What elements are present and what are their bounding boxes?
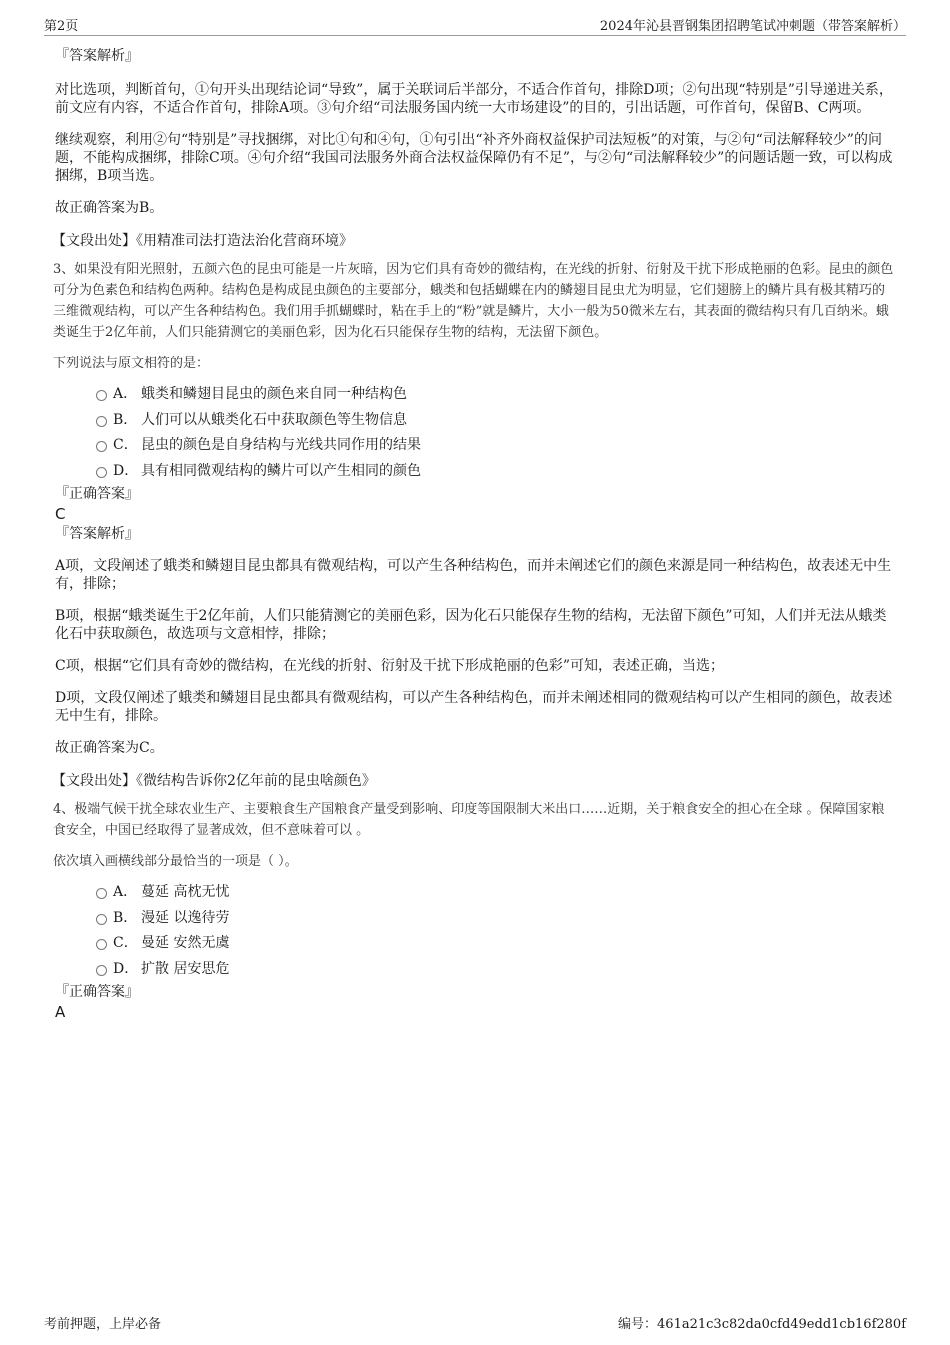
radio-icon[interactable] bbox=[96, 965, 107, 976]
q3-analysis-label: 『答案解析』 bbox=[55, 526, 139, 542]
q2-analysis-label: 『答案解析』 bbox=[55, 48, 139, 64]
q3-source: 【文段出处】《微结构告诉你2亿年前的昆虫啥颜色》 bbox=[52, 773, 376, 789]
q3-stem: 3、如果没有阳光照射，五颜六色的昆虫可能是一片灰暗，因为它们具有奇妙的微结构，在光线的折射、衍射及干扰下形成艳丽的色彩。昆虫的颜色可分为色素色和结构色两种。结构色是构成昆虫颜色的主要部分，蛾类和包括蝴蝶在内的鳞翅目昆虫尤为明显，它们翅膀上的鳞片具有极其精巧的三维微观结构，可以产生各种结构色。我们用手抓蝴蝶时，粘在手上的“粉”就是鳞片，大小一般为50微米左右，其表面的微结构只有几百纳米。蛾类诞生于2亿年前，人们只能猜测它的美丽色彩，因为化石只能保存生物的结构，无法留下颜色。 bbox=[53, 262, 894, 340]
document-title: 2024年沁县晋钢集团招聘笔试冲刺题（带答案解析） bbox=[599, 19, 906, 34]
q3-analysis-paragraph: A项，文段阐述了蛾类和鳞翅目昆虫都具有微观结构，可以产生各种结构色，而并未阐述它们的颜色来源是同一种结构色，故表述无中生有，排除； bbox=[55, 558, 892, 592]
q3-option-d[interactable]: D． 具有相同微观结构的鳞片可以产生相同的颜色 bbox=[55, 459, 895, 485]
footer-slogan: 考前押题，上岸必备 bbox=[44, 1317, 162, 1332]
radio-icon[interactable] bbox=[96, 914, 107, 925]
q4-answer: A bbox=[55, 1003, 66, 1021]
radio-icon[interactable] bbox=[96, 390, 107, 401]
document-id: 编号：461a21c3c82da0cfd49edd1cb16f280f bbox=[618, 1317, 906, 1332]
radio-icon[interactable] bbox=[96, 416, 107, 427]
page-header bbox=[44, 15, 906, 36]
q3-option-a[interactable]: A． 蛾类和鳞翅目昆虫的颜色来自同一种结构色 bbox=[55, 382, 895, 408]
q3-analysis-paragraph: D项，文段仅阐述了蛾类和鳞翅目昆虫都具有微观结构，可以产生各种结构色，而并未阐述相同的微观结构可以产生相同的颜色，故表述无中生有，排除。 bbox=[55, 690, 893, 724]
q3-answer: C bbox=[55, 505, 66, 523]
radio-icon[interactable] bbox=[96, 888, 107, 899]
q4-options bbox=[55, 880, 895, 982]
radio-icon[interactable] bbox=[96, 467, 107, 478]
q4-stem: 4、极端气候干扰全球农业生产、主要粮食生产国粮食产量受到影响、印度等国限制大米出口……近期，关于粮食安全的担心在全球 。保障国家粮食安全，中国已经取得了显著成效，但不意味着可以 。 bbox=[53, 802, 885, 838]
radio-icon[interactable] bbox=[96, 441, 107, 452]
q3-option-c[interactable]: C． 昆虫的颜色是自身结构与光线共同作用的结果 bbox=[55, 433, 895, 459]
q2-conclusion: 故正确答案为B。 bbox=[55, 200, 164, 216]
q4-answer-label: 『正确答案』 bbox=[55, 984, 139, 1000]
q4-option-c[interactable]: C． 曼延 安然无虞 bbox=[55, 931, 895, 957]
q4-option-d[interactable]: D． 扩散 居安思危 bbox=[55, 957, 895, 983]
q3-analysis-paragraph: C项，根据“它们具有奇妙的微结构，在光线的折射、衍射及干扰下形成艳丽的色彩”可知，表述正确，当选； bbox=[55, 658, 725, 674]
q3-analysis-paragraph: B项，根据“蛾类诞生于2亿年前，人们只能猜测它的美丽色彩，因为化石只能保存生物的结构，无法留下颜色”可知，人们并无法从蛾类化石中获取颜色，故选项与文意相悖，排除； bbox=[55, 608, 887, 642]
q4-question: 依次填入画横线部分最恰当的一项是（ ）。 bbox=[53, 854, 298, 869]
q3-options bbox=[55, 382, 895, 484]
q2-analysis-paragraph: 继续观察，利用②句“特别是”寻找捆绑，对比①句和④句，①句引出“补齐外商权益保护司法短板”的对策，与②句“司法解释较少”的问题，不能构成捆绑，排除C项。④句介绍“我国司法服务外商合法权益保障仍有不足”，与②句“司法解释较少”的问题话题一致，可以构成捆绑，B项当选。 bbox=[55, 132, 893, 184]
main-content bbox=[52, 46, 895, 1022]
radio-icon[interactable] bbox=[96, 939, 107, 950]
q2-analysis-paragraph: 对比选项，判断首句，①句开头出现结论词“导致”，属于关联词后半部分，不适合作首句，排除D项；②句出现“特别是”引导递进关系，前文应有内容，不适合作首句，排除A项。③句介绍“司法服务国内统一大市场建设”的目的，引出话题，可作首句，保留B、C两项。 bbox=[55, 82, 893, 116]
q3-question: 下列说法与原文相符的是： bbox=[53, 356, 210, 371]
q4-option-a[interactable]: A． 蔓延 高枕无忧 bbox=[55, 880, 895, 906]
q2-source: 【文段出处】《用精准司法打造法治化营商环境》 bbox=[52, 233, 353, 249]
q3-conclusion: 故正确答案为C。 bbox=[55, 740, 164, 756]
page-number: 第2页 bbox=[44, 19, 79, 34]
q4-option-b[interactable]: B． 漫延 以逸待劳 bbox=[55, 906, 895, 932]
q3-option-b[interactable]: B． 人们可以从蛾类化石中获取颜色等生物信息 bbox=[55, 408, 895, 434]
q3-answer-label: 『正确答案』 bbox=[55, 486, 139, 502]
